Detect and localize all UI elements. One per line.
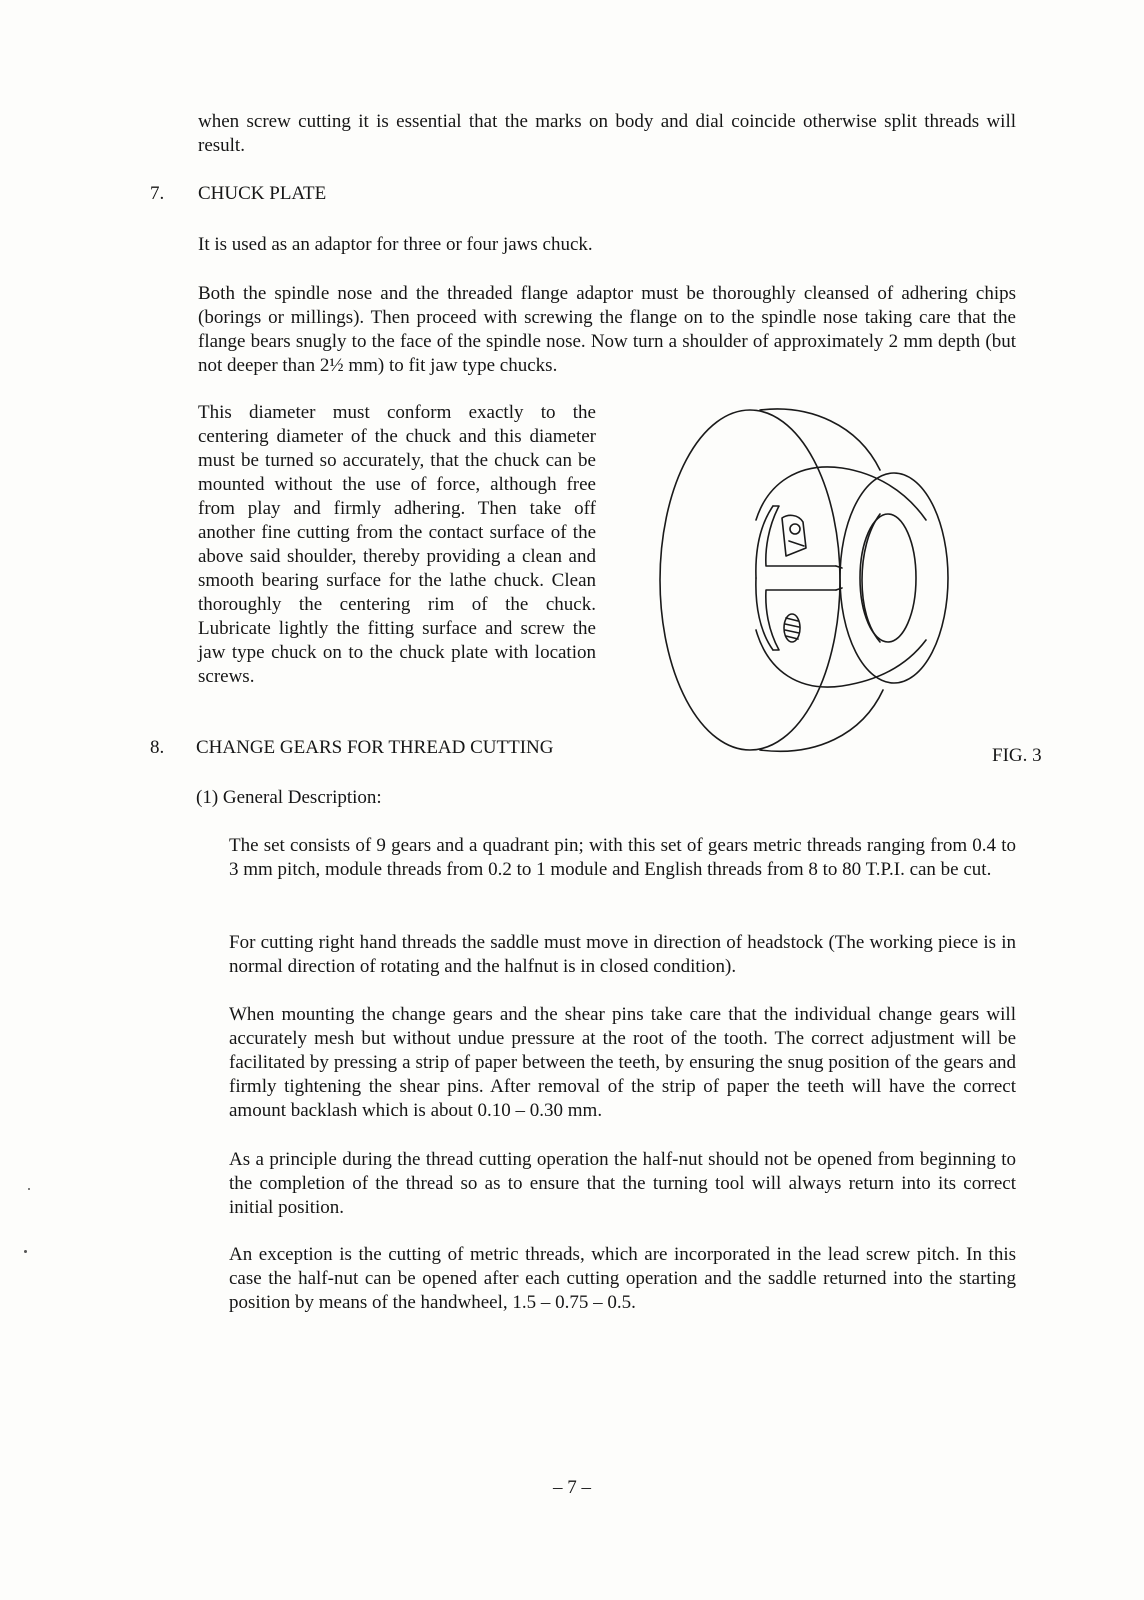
section-7-paragraph-3: This diameter must conform exactly to the centering diameter of the chuck and this diameter must be turned so accurately, that the chuck can be mounted without the use of force, although free from play and firmly adhering. Then take off another fine cutting from the contact surface of the above said shoulder, thereby providing a clean and smooth bearing surface for the lathe chuck. Clean thoroughly the centering rim of the chuck. Lubricate lightly the fitting surface and screw the jaw type chuck on to the chuck plate with location screws.: [198, 402, 596, 687]
figure-label: FIG. 3: [992, 745, 1042, 766]
section-8-title: CHANGE GEARS FOR THREAD CUTTING: [196, 737, 554, 758]
chuck-plate-drawing-icon: [655, 400, 955, 760]
section-7-number: 7.: [150, 183, 165, 204]
section-8-paragraph: As a principle during the thread cutting operation the half-nut should not be opened from beginning to the completion of the thread so as to ensure that the turning tool will always return into its correct initial position.: [229, 1149, 1016, 1218]
section-7-title: CHUCK PLATE: [198, 183, 327, 204]
section-8-paragraph: An exception is the cutting of metric threads, which are incorporated in the lead screw pitch. In this case the half-nut can be opened after each cutting operation and the saddle returned into the starting position by means of the handwheel, 1.5 – 0.75 – 0.5.: [229, 1244, 1016, 1313]
section-7-paragraph-2: Both the spindle nose and the threaded flange adaptor must be thoroughly cleansed of adhering chips (borings or millings). Then proceed with screwing the flange on to the spindle nose taking care that the flange bears snugly to the face of the spindle nose. Now turn a shoulder of approximately 2 mm depth (but not deeper than 2½ mm) to fit jaw type chucks.: [198, 283, 1016, 376]
section-7-paragraph-1: It is used as an adaptor for three or four jaws chuck.: [198, 234, 593, 255]
scan-speck: [24, 1250, 27, 1253]
section-8-paragraph: When mounting the change gears and the shear pins take care that the individual change gears will accurately mesh but without undue pressure at the root of the tooth. The correct adjustment will be facilitated by pressing a strip of paper between the teeth, by ensuring the snug position of the gears and firmly tightening the shear pins. After removal of the strip of paper the teeth will have the correct amount backlash which is about 0.10 – 0.30 mm.: [229, 1004, 1016, 1121]
page-number: – 7 –: [553, 1477, 591, 1498]
scan-speck: [28, 1188, 30, 1190]
intro-paragraph: when screw cutting it is essential that the marks on body and dial coincide otherwise split threads will result.: [198, 111, 1016, 156]
section-8-number: 8.: [150, 737, 165, 758]
section-8-subtitle: (1) General Description:: [196, 787, 382, 808]
section-8-paragraph: The set consists of 9 gears and a quadrant pin; with this set of gears metric threads ranging from 0.4 to 3 mm pitch, module threads from 0.2 to 1 module and English threads from 8 to 80 T.P.I. can be cut.: [229, 835, 1016, 880]
section-8-paragraph: For cutting right hand threads the saddle must move in direction of headstock (The working piece is in normal direction of rotating and the halfnut is in closed condition).: [229, 932, 1016, 977]
